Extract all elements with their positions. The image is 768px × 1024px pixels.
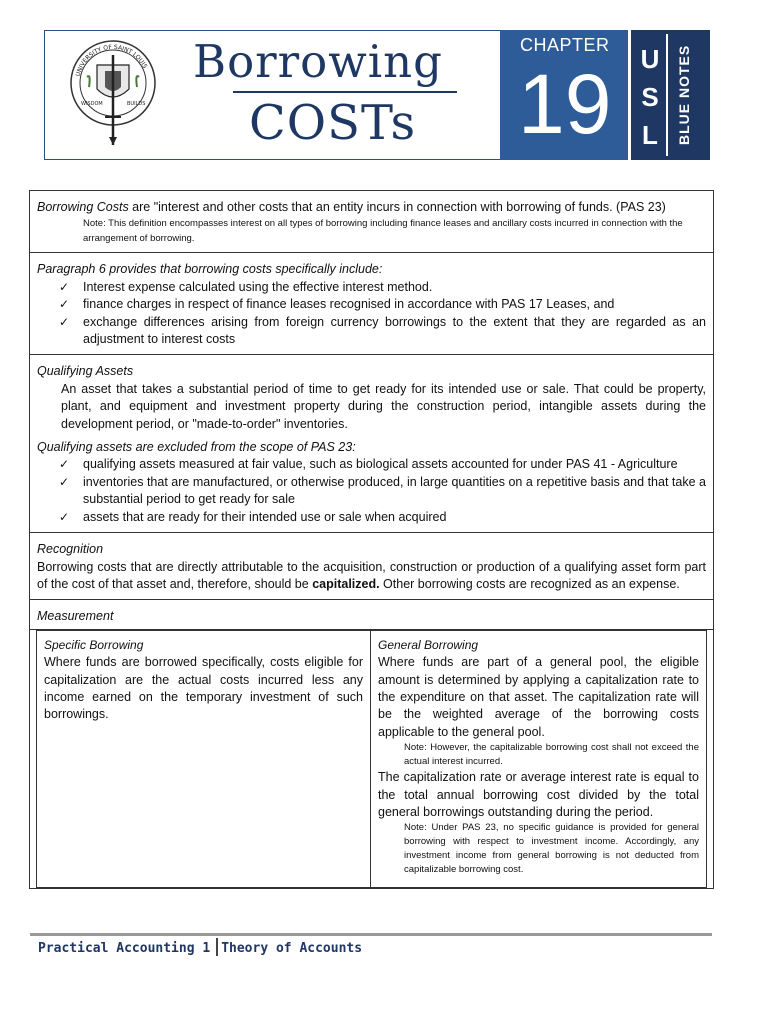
general-borrowing-column [371, 630, 707, 888]
usl-letter: L [642, 120, 658, 150]
title-line-2: COSTs [249, 95, 417, 151]
definition-note: Note: This definition encompasses interest on all types of borrowing including finance leases and ancillary costs incurred in connection with the arrangement of borrowing. [83, 218, 683, 245]
specific-borrowing-title: Specific Borrowing [44, 637, 144, 652]
measurement-columns [30, 630, 713, 888]
university-seal-logo [67, 37, 159, 151]
recognition-text [37, 559, 706, 594]
blue-notes-label: BLUE NOTES [676, 44, 692, 145]
footer-rule [30, 933, 712, 936]
footer-course: Practical Accounting 1 [38, 941, 211, 956]
chapter-number: 19 [518, 57, 612, 151]
usl-letter: U [640, 44, 660, 74]
excluded-list [37, 456, 706, 526]
title-underline [233, 91, 457, 93]
notes-table [29, 190, 714, 889]
chapter-badge [500, 30, 628, 160]
seal-left-text: WISDOM [81, 101, 103, 107]
list-item: ✓ qualifying assets measured at fair value, such as biological assets accounted for under PAS 41 - Agriculture [83, 456, 706, 473]
footer-separator [216, 938, 218, 956]
usl-letters [637, 40, 663, 154]
list-item: ✓ inventories that are manufactured, or otherwise produced, in large quantities on a repetitive basis and that take a substantial period to get ready for sale [83, 474, 706, 509]
definition-section [30, 191, 713, 253]
recognition-text-part: Borrowing costs that are directly attributable to the acquisition, construction or production of a qualifying asset form part of the cost of that asset and, therefore, should be [37, 559, 706, 591]
paragraph6-section [30, 253, 713, 355]
recognition-heading: Recognition [37, 542, 104, 557]
usl-letter: S [641, 82, 659, 112]
measurement-section [30, 600, 713, 887]
qualifying-heading: Qualifying Assets [37, 364, 134, 379]
qualifying-assets-section [30, 355, 713, 533]
badge-divider [628, 30, 631, 160]
recognition-bold-term: capitalized. [312, 576, 380, 591]
measurement-heading: Measurement [30, 600, 713, 629]
general-borrowing-title: General Borrowing [378, 637, 479, 652]
recognition-text-part: Other borrowing costs are recognized as an expense. [379, 576, 680, 591]
title-line-1: Borrowing [193, 35, 443, 88]
page-header [44, 30, 710, 160]
qualifying-text: An asset that takes a substantial period of time to get ready for its intended use or sale. That could be property, plant, and equipment and investment property during the construction period, intangible assets during the development period, or "made-to-order" inventories. [61, 381, 706, 431]
paragraph6-heading: Paragraph 6 provides that borrowing costs specifically include: [37, 262, 383, 277]
specific-borrowing-column [36, 630, 371, 888]
title-banner [44, 30, 501, 160]
list-item: ✓ exchange differences arising from foreign currency borrowings to the extent that they are regarded as an adjustment to interest costs [83, 314, 706, 349]
chapter-label: CHAPTER [520, 35, 610, 55]
general-borrowing-text: The capitalization rate or average interest rate is equal to the total annual borrowing cost divided by the total general borrowings outstanding during the period. [378, 770, 699, 819]
usl-divider [666, 34, 668, 156]
list-item: ✓ assets that are ready for their intended use or sale when acquired [83, 509, 706, 526]
specific-borrowing-text: Where funds are borrowed specifically, costs eligible for capitalization are the actual costs incurred less any income earned on the temporary investment of such borrowings. [44, 655, 363, 722]
general-borrowing-text: Where funds are part of a general pool, the eligible amount is determined by applying a capitalization rate to the expenditure on that asset. The capitalization rate will be the weighted average of the borrowing costs applicable to the general pool. [378, 655, 699, 739]
seal-top-text: UNIVERSITY OF SAINT LOUIS [74, 43, 149, 78]
list-item: ✓ Interest expense calculated using the effective interest method. [83, 279, 706, 296]
excluded-heading: Qualifying assets are excluded from the scope of PAS 23: [37, 440, 356, 455]
definition-term: Borrowing Costs [37, 200, 129, 214]
usl-blue-notes-badge [628, 30, 710, 160]
seal-right-text: BUILDS [127, 101, 146, 107]
footer-subject: Theory of Accounts [221, 941, 363, 956]
general-borrowing-note: Note: Under PAS 23, no specific guidance is provided for general borrowing with respect to investment income. Accordingly, any investment income from general borrowing is not deducted from capitalizable borrowing cost. [404, 822, 699, 876]
page-footer [38, 938, 362, 956]
definition-body: are "interest and other costs that an entity incurs in connection with borrowing of funds. (PAS 23) [128, 200, 666, 214]
recognition-section [30, 533, 713, 600]
general-borrowing-note: Note: However, the capitalizable borrowing cost shall not exceed the actual interest incurred. [404, 742, 699, 768]
paragraph6-list [37, 279, 706, 349]
list-item: ✓ finance charges in respect of finance leases recognised in accordance with PAS 17 Leases, and [83, 296, 706, 313]
definition-text [37, 199, 706, 216]
